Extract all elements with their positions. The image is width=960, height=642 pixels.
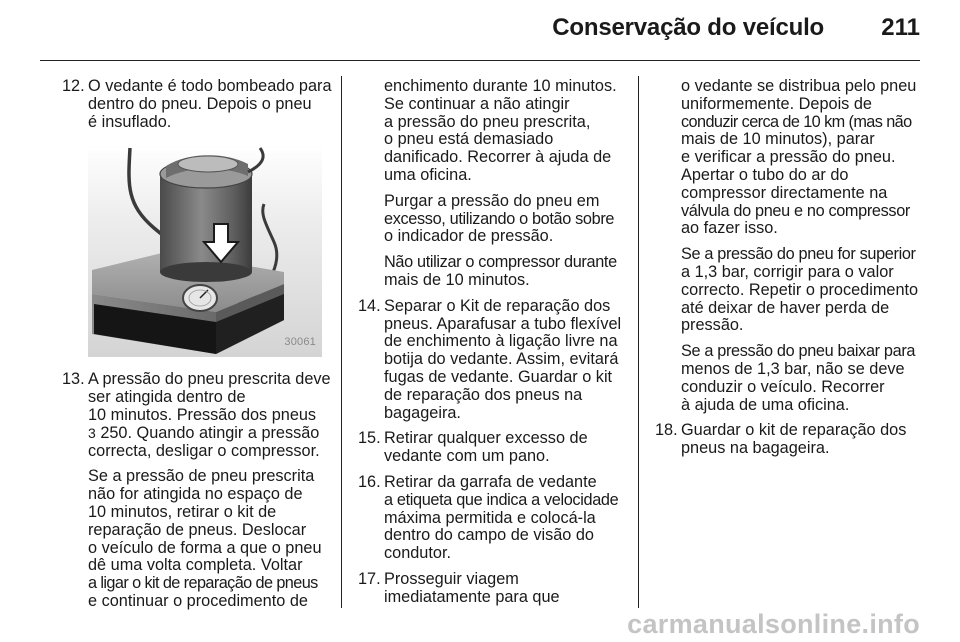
text-line: Retirar qualquer excesso de	[384, 429, 588, 448]
page-header-title: Conservação do veículo	[552, 14, 824, 41]
text-line: enchimento durante 10 minutos.	[384, 77, 617, 95]
text-line: é insuflado.	[88, 112, 172, 131]
text-line: o indicador de pressão.	[384, 227, 554, 246]
text-line: Não utilizar o compressor durante	[384, 253, 617, 272]
text-line: dentro do pneu. Depois o pneu	[88, 94, 312, 113]
step-number: 16.	[358, 472, 381, 491]
text-line: imediatamente para que	[384, 587, 560, 606]
text-line: ao fazer isso.	[681, 219, 778, 238]
step-15	[358, 430, 630, 466]
text-line: e continuar o procedimento de	[88, 591, 308, 610]
text-line: vedante com um pano.	[384, 447, 550, 466]
step-16	[358, 474, 630, 563]
text-line: não for atingida no espaço de	[88, 485, 303, 504]
column-divider-1	[341, 76, 342, 608]
text-line: compressor directamente na	[681, 183, 888, 202]
text-line: bagageira.	[384, 403, 461, 422]
text-line: condutor.	[384, 544, 451, 563]
text-line: uniformemente. Depois de	[681, 94, 872, 113]
text-line: reparação de pneus. Deslocar	[88, 520, 307, 539]
step-number: 18.	[655, 421, 678, 440]
text-line: Se a pressão do pneu baixar para	[681, 342, 916, 361]
text-line: pressão.	[681, 316, 744, 335]
step-number: 12.	[62, 77, 85, 95]
text-line: pneus. Aparafusar a tubo flexível	[384, 314, 622, 333]
text-line: dê uma volta completa. Voltar	[88, 556, 303, 575]
step-13	[62, 371, 334, 460]
text-line: mais de 10 minutos.	[384, 270, 530, 289]
watermark: carmanualsonline.info	[627, 609, 920, 639]
text-line: A pressão do pneu prescrita deve	[88, 370, 331, 389]
text-line: 10 minutos. Pressão dos pneus	[88, 405, 317, 424]
text-line: a 1,3 bar, corrigir para o valor	[681, 262, 894, 281]
text-line: Separar o Kit de reparação dos	[384, 296, 611, 315]
step-18	[655, 422, 923, 458]
step-13-continued	[358, 78, 630, 185]
compressor-illustration	[88, 144, 322, 357]
text-line	[88, 425, 334, 443]
text-line: fugas de vedante. Guardar o kit	[384, 367, 613, 386]
step-14	[358, 298, 630, 423]
pressure-below-paragraph	[655, 343, 923, 414]
text-line: conduzir o veículo. Recorrer	[681, 377, 885, 396]
step-13-paragraph	[62, 468, 334, 610]
figure-id: 30061	[284, 335, 316, 348]
text-line: Se continuar a não atingir	[384, 94, 570, 113]
step-number: 15.	[358, 429, 381, 448]
column-2	[358, 78, 630, 615]
page-number: 211	[881, 14, 920, 41]
step-number: 17.	[358, 569, 381, 588]
pressure-above-paragraph	[655, 246, 923, 335]
text-line: correcto. Repetir o procedimento	[681, 280, 919, 299]
step-12	[62, 78, 334, 131]
text-line: até deixar de haver perda de	[681, 298, 890, 317]
text-line: Apertar o tubo do ar do	[681, 165, 849, 184]
text-line: botija do vedante. Assim, evitará	[384, 350, 619, 369]
page-reference-link[interactable]: 250. Quando atingir a pressão	[95, 423, 320, 442]
text-line: Retirar da garrafa de vedante	[384, 472, 597, 491]
step-17	[358, 571, 630, 607]
text-line: Prosseguir viagem	[384, 569, 519, 588]
text-line: pneus na bagageira.	[681, 439, 830, 458]
column-3	[655, 78, 923, 466]
text-line: uma oficina.	[384, 165, 472, 184]
page-reference-icon: 3	[88, 424, 96, 441]
text-line: e verificar a pressão do pneu.	[681, 148, 896, 167]
text-line: 10 minutos, retirar o kit de	[88, 502, 277, 521]
text-line: máxima permitida e colocá-la	[384, 508, 596, 527]
text-line: a pressão do pneu prescrita,	[384, 112, 591, 131]
text-line: de reparação dos pneus na	[384, 385, 583, 404]
step-number: 13.	[62, 370, 85, 389]
text-line: O vedante é todo bombeado para	[88, 77, 332, 95]
text-line: o pneu está demasiado	[384, 130, 554, 149]
text-line: o veículo de forma a que o pneu	[88, 538, 322, 557]
text-line: menos de 1,3 bar, não se deve	[681, 359, 905, 378]
step-number: 14.	[358, 296, 381, 315]
header-divider	[40, 60, 920, 61]
text-line: de enchimento à ligação livre na	[384, 332, 618, 351]
text-line: a etiqueta que indica a velocidade	[384, 490, 619, 509]
text-line: Guardar o kit de reparação dos	[681, 421, 907, 440]
compressor-time-limit-paragraph	[358, 254, 630, 290]
text-line: ser atingida dentro de	[88, 388, 246, 407]
text-line: correcta, desligar o compressor.	[88, 441, 320, 460]
purge-pressure-paragraph	[358, 193, 630, 246]
text-line: Se a pressão do pneu for superior	[681, 245, 916, 264]
column-divider-2	[638, 76, 639, 608]
text-line: danificado. Recorrer à ajuda de	[384, 148, 612, 167]
text-line: mais de 10 minutos), parar	[681, 130, 875, 149]
step-17-continued	[655, 78, 923, 238]
text-line: excesso, utilizando o botão sobre	[384, 209, 615, 228]
text-line: a ligar o kit de reparação de pneus	[88, 574, 318, 593]
text-line: o vedante se distribua pelo pneu	[681, 77, 917, 95]
text-line: à ajuda de uma oficina.	[681, 395, 850, 414]
text-line: conduzir cerca de 10 km (mas não	[681, 112, 912, 131]
text-line: dentro do campo de visão do	[384, 526, 594, 545]
tyre-compressor-image	[88, 144, 322, 357]
column-1	[62, 78, 334, 619]
text-line: Purgar a pressão do pneu em	[384, 191, 600, 210]
text-line: Se a pressão de pneu prescrita	[88, 467, 315, 486]
text-line: válvula do pneu e no compressor	[681, 201, 910, 220]
